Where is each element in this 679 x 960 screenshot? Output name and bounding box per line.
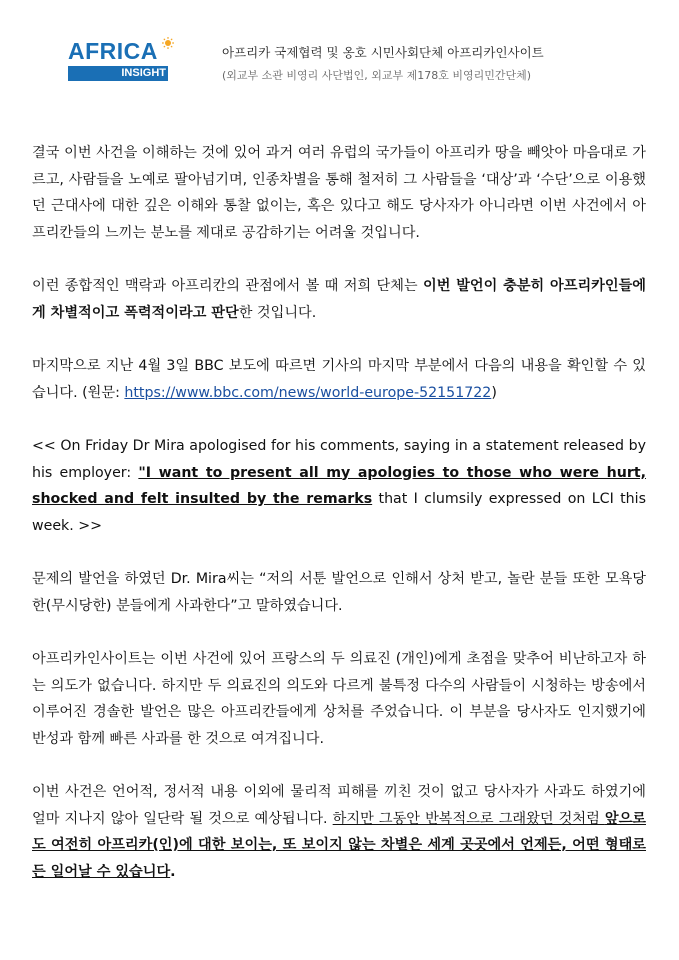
quote-tail: that I clumsily expressed on LCI this week. >> [32, 491, 646, 534]
paragraph-7 [32, 779, 646, 885]
paragraph-2-tail: 한 것입니다. [238, 304, 317, 321]
paragraph-7-tail: . [170, 863, 176, 880]
paragraph-6: 아프리카인사이트는 이번 사건에 있어 프랑스의 두 의료진 (개인)에게 초점을 맞추어 비난하고자 하는 의도가 없습니다. 하지만 두 의료진의 의도와 다르게 불특정 다수의 사람들이 시청하는 방송에서 이루어진 경솔한 발언은 많은 아프리칸들에게 상처를 주었습니다. 이 부분을 당사자도 인지했기에 반성과 함께 빠른 사과를 한 것으로 여겨집니다. [32, 651, 646, 747]
quote-intro: << On Friday Dr Mira apologised for his comments, saying in a statement released by his employer: [32, 438, 646, 481]
paragraph-2 [32, 273, 646, 326]
paragraph-2-emphasis: 이번 발언이 충분히 아프리카인들에게 차별적이고 폭력적이라고 판단 [32, 278, 646, 321]
paragraph-5: 문제의 발언을 하였던 Dr. Mira씨는 “저의 서툰 발언으로 인해서 상처 받고, 놀란 분들 또한 모욕당한(무시당한) 분들에게 사과한다”고 말하였습니다. [32, 571, 646, 614]
sun-icon [162, 37, 174, 49]
paragraph-3-tail: ) [491, 384, 497, 401]
quote-emphasis: "I want to present all my apologies to those who were hurt, shocked and felt insulted by the remarks [32, 464, 646, 507]
org-subtitle: (외교부 소관 비영리 사단법인, 외교부 제178호 비영리민간단체) [222, 69, 532, 82]
paragraph-3-text: 마지막으로 지난 4월 3일 BBC 보도에 따르면 기사의 마지막 부분에서 다음의 내용을 확인할 수 있습니다. (원문: [32, 358, 646, 401]
paragraph-2-text: 이런 종합적인 맥락과 아프리칸의 관점에서 볼 때 저희 단체는 [32, 278, 423, 294]
org-name: 아프리카 국제협력 및 옹호 시민사회단체 아프리카인사이트 [222, 45, 544, 60]
paragraph-4-quote [32, 433, 646, 539]
document-body [32, 140, 646, 912]
paragraph-1: 결국 이번 사건을 이해하는 것에 있어 과거 여러 유럽의 국가들이 아프리카 땅을 빼앗아 마음대로 가르고, 사람들을 노예로 팔아넘기며, 인종차별을 통해 철저히 그 사람들을 ‘대상’과 ‘수단’으로 이용했던 근대사에 대한 깊은 이해와 통찰 없이는, 혹은 있다고 해도 당사자가 아니라면 이번 사건에서 아프리칸들의 느끼는 분노를 제대로 공감하기는 어려울 것입니다. [32, 145, 646, 241]
letterhead [66, 36, 626, 86]
logo-wordmark: AFRICA [68, 38, 158, 64]
bbc-article-link[interactable]: https://www.bbc.com/news/world-europe-52151722 [124, 384, 492, 401]
paragraph-7-underline: 하지만 그동안 반복적으로 그래왔던 것처럼 [332, 810, 605, 827]
africa-insight-logo [66, 36, 176, 84]
logo-insight-bar: INSIGHT [68, 66, 168, 81]
paragraph-3 [32, 353, 646, 406]
paragraph-7-text: 이번 사건은 언어적, 정서적 내용 이외에 물리적 피해를 끼친 것이 없고 당사자가 사과도 하였기에 얼마 지나지 않아 일단락 될 것으로 예상됩니다. [32, 784, 646, 827]
paragraph-7-emphasis: 앞으로도 여전히 아프리카(인)에 대한 보이는, 또 보이지 않는 차별은 세계 곳곳에서 언제든, 어떤 형태로든 일어날 수 있습니다 [32, 810, 646, 880]
